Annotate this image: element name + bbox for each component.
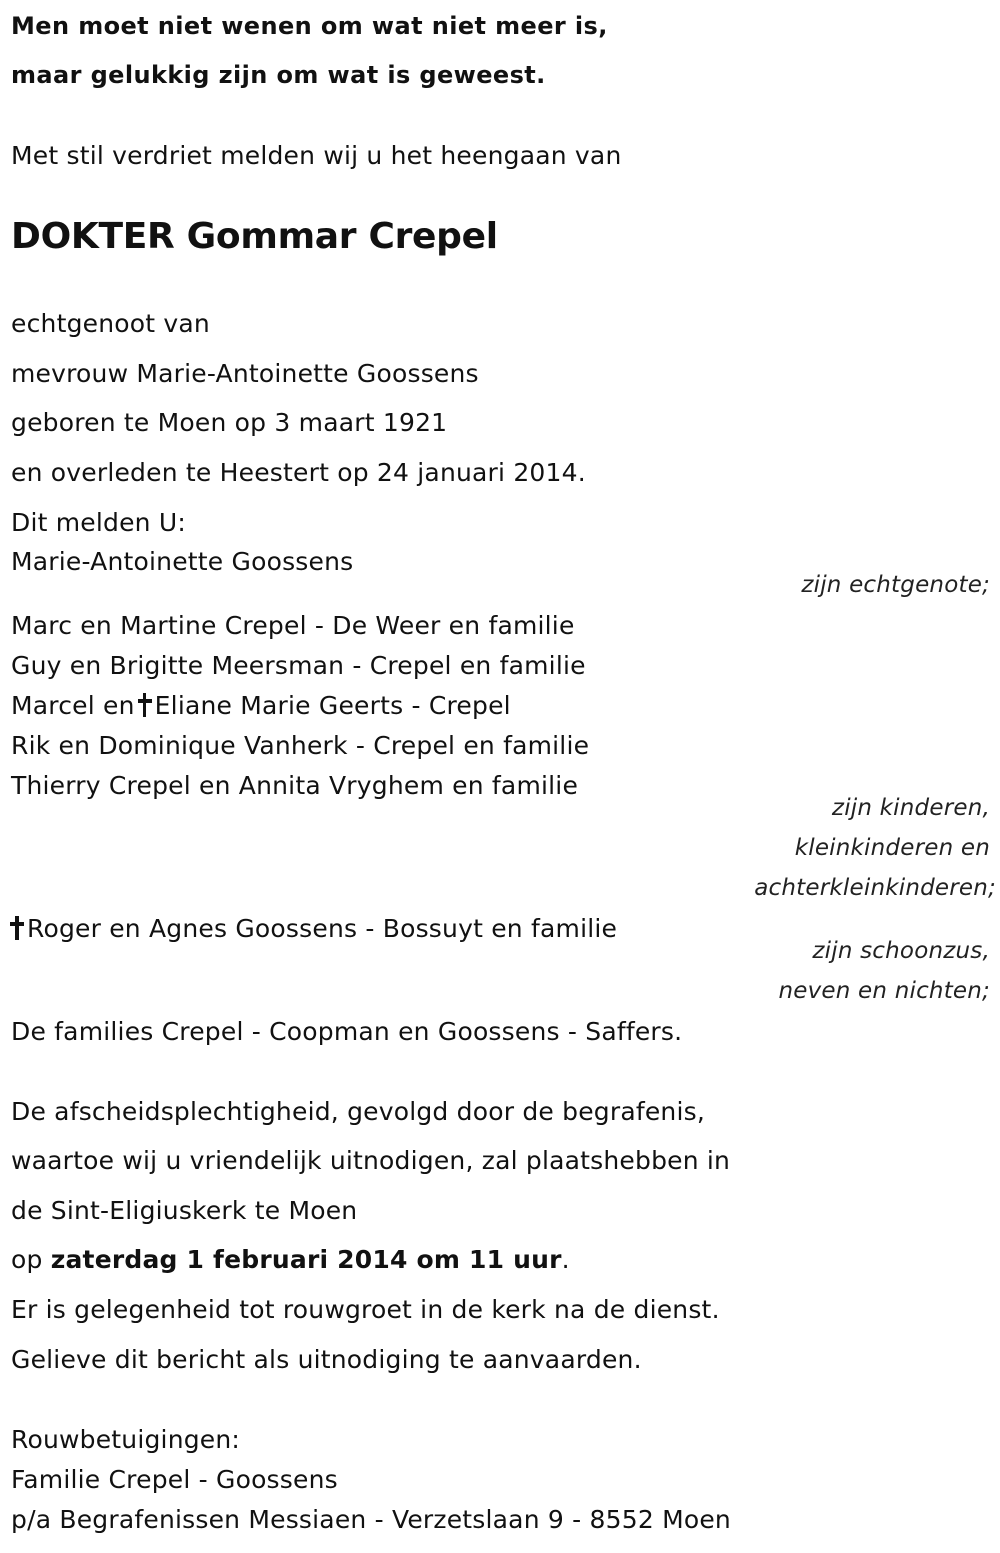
motto-line-2: maar gelukkig zijn om wat is geweest. <box>11 61 546 89</box>
detail-line: en overleden te Heestert op 24 januari 2014. <box>11 458 586 487</box>
child-line: Guy en Brigitte Meersman - Crepel en familie <box>11 651 586 680</box>
spouse-relation: zijn echtgenote; <box>801 572 990 598</box>
in-laws-line <box>10 916 617 941</box>
condolences-address: p/a Begrafenissen Messiaen - Verzetslaan 9 - 8552 Moen <box>11 1505 731 1534</box>
in-laws-relation-line: neven en nichten; <box>778 978 990 1004</box>
children-relation-line: achterkleinkinderen; <box>754 875 996 901</box>
ceremony-line: de Sint-Eligiuskerk te Moen <box>11 1196 358 1225</box>
in-laws-text: Roger en Agnes Goossens - Bossuyt en familie <box>27 914 618 943</box>
ceremony-line: Er is gelegenheid tot rouwgroet in de kerk na de dienst. <box>11 1295 720 1324</box>
families-line: De families Crepel - Coopman en Goossens - Saffers. <box>11 1017 683 1046</box>
motto-line-1: Men moet niet wenen om wat niet meer is, <box>11 12 608 40</box>
in-laws-relation-line: zijn schoonzus, <box>812 938 990 964</box>
detail-line: mevrouw Marie-Antoinette Goossens <box>11 359 479 388</box>
ceremony-date-suffix: . <box>561 1245 570 1274</box>
ceremony-line: De afscheidsplechtigheid, gevolgd door de begrafenis, <box>11 1097 705 1126</box>
child-line: Thierry Crepel en Annita Vryghem en familie <box>11 771 579 800</box>
children-relation-line: kleinkinderen en <box>794 835 990 861</box>
ceremony-date-line <box>11 1247 570 1272</box>
child-line <box>11 693 511 718</box>
child-line-before: Marcel en <box>11 691 135 720</box>
detail-line: echtgenoot van <box>11 309 210 338</box>
cross-icon <box>10 916 24 940</box>
condolences-label: Rouwbetuigingen: <box>11 1425 241 1454</box>
child-line: Marc en Martine Crepel - De Weer en familie <box>11 611 575 640</box>
children-relation-line: zijn kinderen, <box>831 795 990 821</box>
ceremony-date-prefix: op <box>11 1245 43 1274</box>
condolences-name: Familie Crepel - Goossens <box>11 1465 338 1494</box>
announcers-label: Dit melden U: <box>11 508 186 537</box>
child-line: Rik en Dominique Vanherk - Crepel en familie <box>11 731 590 760</box>
ceremony-line: waartoe wij u vriendelijk uitnodigen, zal plaatshebben in <box>11 1146 731 1175</box>
intro-text: Met stil verdriet melden wij u het heengaan van <box>11 141 622 170</box>
spouse-name: Marie-Antoinette Goossens <box>11 547 354 576</box>
child-line-after: Eliane Marie Geerts - Crepel <box>154 691 511 720</box>
detail-line: geboren te Moen op 3 maart 1921 <box>11 408 448 437</box>
deceased-name: DOKTER Gommar Crepel <box>11 216 498 257</box>
ceremony-date: zaterdag 1 februari 2014 om 11 uur <box>50 1245 562 1274</box>
ceremony-line: Gelieve dit bericht als uitnodiging te aanvaarden. <box>11 1345 642 1374</box>
cross-icon <box>138 693 152 717</box>
